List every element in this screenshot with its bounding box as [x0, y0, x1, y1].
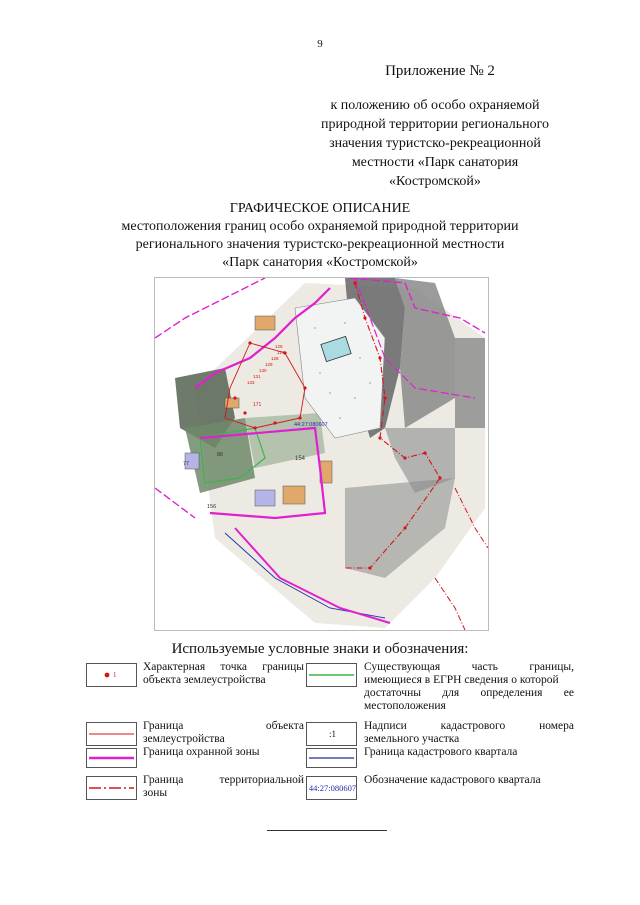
map-cadastral-label: 44:27:080607 [294, 422, 328, 428]
legend-desc-line: Обозначение кадастрового квартала [364, 774, 541, 786]
map-parcel-label: 86 [217, 452, 224, 458]
footnote-separator [267, 830, 387, 831]
map-point-label: 128 [271, 356, 279, 361]
legend-desc-line: Граница кадастрового квартала [364, 746, 518, 758]
legend-desc-line: Граница охранной зоны [143, 746, 260, 758]
legend-desc-line: зоны [143, 787, 168, 799]
legend-desc [143, 661, 304, 687]
graphic-description [40, 200, 600, 272]
description-line: местоположения границ особо охраняемой природной территории [121, 219, 519, 234]
legend-desc-line: Граница территориальной [143, 774, 304, 786]
appendix-subtitle-line: местности «Парк санатория [351, 155, 519, 170]
map-point-label: 127 [277, 350, 285, 355]
legend-desc-line: достаточны для определения ее [364, 687, 574, 699]
legend-row [86, 774, 574, 804]
symbol-existing-boundary [306, 663, 357, 687]
legend-desc [364, 720, 574, 746]
legend-row [86, 661, 574, 720]
appendix-subtitle-line: значения туристско-рекреационной [329, 136, 541, 151]
description-heading: ГРАФИЧЕСКОЕ ОПИСАНИЕ [229, 201, 411, 216]
symbol-protective-zone [86, 748, 137, 768]
legend-desc-line: местоположения [364, 700, 446, 712]
map-parcel-label: 156 [207, 504, 217, 510]
appendix-subtitle-line: «Костромской» [389, 174, 481, 189]
map-point-label: 131 [253, 374, 261, 379]
legend [86, 661, 574, 804]
legend-desc [364, 774, 574, 787]
legend-row [86, 720, 574, 746]
map-parcel-label: 171 [253, 402, 262, 408]
map-point-label: 133 [247, 380, 255, 385]
legend-heading: Используемые условные знаки и обозначения: [171, 641, 469, 657]
boundary-map [154, 277, 489, 631]
appendix-subtitle-line: природной территории регионального [321, 117, 549, 132]
legend-desc-line: Надписи кадастрового номера [364, 720, 574, 732]
page-number: 9 [317, 38, 323, 50]
symbol-point-number: 1 [113, 671, 117, 679]
symbol-territorial-zone [86, 776, 137, 800]
map-point-label: 130 [259, 368, 267, 373]
map-point-label: 126 [275, 344, 283, 349]
legend-desc-line: Существующая часть границы, [364, 661, 574, 673]
symbol-point [86, 663, 137, 687]
description-line: регионального значения туристско-рекреационной местности [135, 237, 505, 252]
legend-desc [143, 720, 304, 746]
symbol-quarter-label-text: 44:27:080607 [308, 783, 357, 793]
legend-desc-line: объекта землеустройства [143, 674, 266, 686]
map-point-label: 129 [265, 362, 273, 367]
symbol-cadastral-number-text: :1 [328, 729, 336, 739]
legend-desc [364, 661, 574, 713]
appendix-title: Приложение № 2 [385, 63, 495, 79]
legend-row [86, 746, 574, 774]
symbol-quarter-label [306, 776, 357, 800]
appendix-subtitle [300, 96, 570, 191]
map-parcel-label: 77 [183, 461, 190, 467]
legend-desc [143, 774, 304, 800]
legend-desc-line: Граница объекта [143, 720, 304, 732]
symbol-object-border [86, 722, 137, 746]
legend-desc [143, 746, 304, 759]
description-line: «Парк санатория «Костромской» [222, 255, 418, 270]
appendix-subtitle-line: к положению об особо охраняемой [330, 98, 540, 113]
legend-desc-line: имеющиеся в ЕГРН сведения о которой [364, 674, 559, 686]
legend-desc-line: Характерная точка границы [143, 661, 304, 673]
map-drawing [155, 278, 488, 630]
symbol-cadastral-quarter [306, 748, 357, 768]
symbol-cadastral-number [306, 722, 357, 746]
map-parcel-label: 154 [295, 456, 306, 462]
legend-desc [364, 746, 574, 759]
legend-desc-line: земельного участка [364, 733, 460, 745]
legend-desc-line: землеустройства [143, 733, 225, 745]
